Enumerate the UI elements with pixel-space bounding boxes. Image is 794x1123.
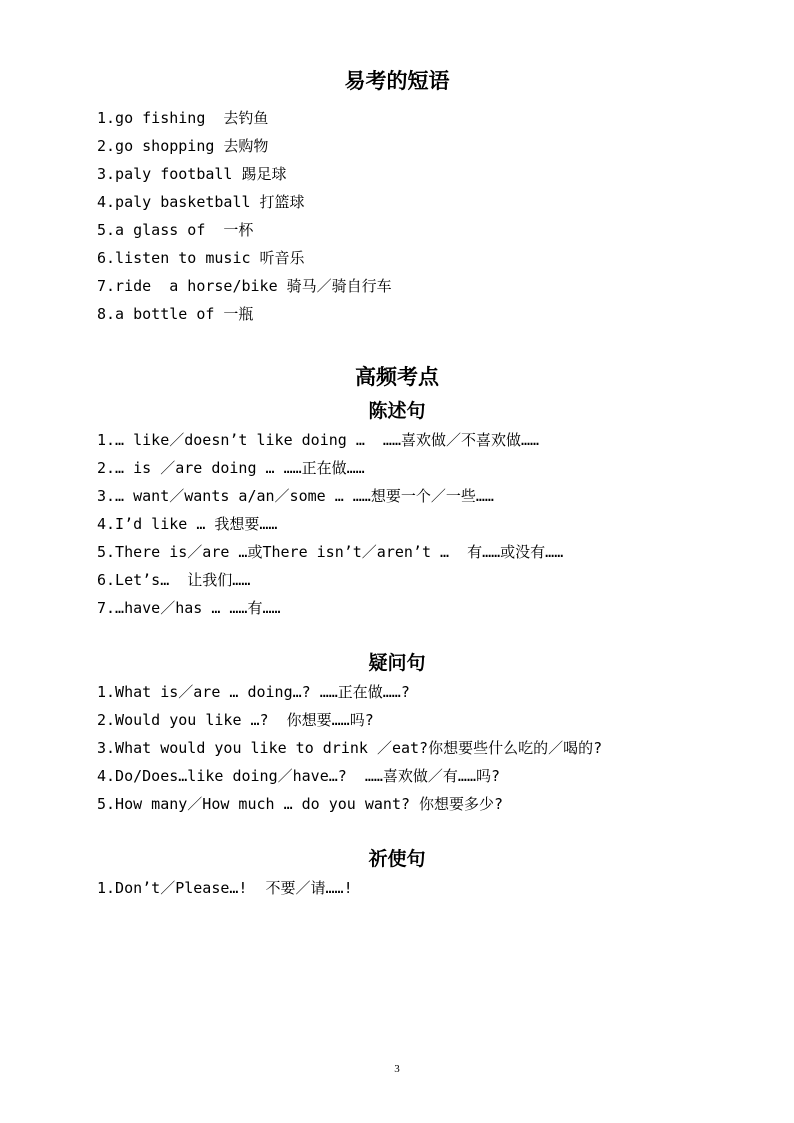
imperative-item: 1.Don’t／Please…! 不要／请……! xyxy=(97,879,353,897)
phrase-item: 2.go shopping 去购物 xyxy=(97,137,269,155)
phrase-item: 7.ride a horse/bike 骑马／骑自行车 xyxy=(97,277,392,295)
statement-item: 1.… like／doesn’t like doing … ……喜欢做／不喜欢做…… xyxy=(97,431,540,449)
statement-item: 3.… want／wants a/an／some … ……想要一个／一些…… xyxy=(97,487,494,505)
phrase-item: 1.go fishing 去钓鱼 xyxy=(97,109,269,127)
phrase-item: 6.listen to music 听音乐 xyxy=(97,249,305,267)
section-title-statements: 陈述句 xyxy=(368,400,426,422)
statement-item: 4.I’d like … 我想要…… xyxy=(97,515,278,533)
question-item: 2.Would you like …? 你想要……吗? xyxy=(97,711,374,729)
statement-item: 7.…have／has … ……有…… xyxy=(97,599,281,617)
question-item: 5.How many／How much … do you want? 你想要多少? xyxy=(97,795,504,813)
phrase-item: 4.paly basketball 打篮球 xyxy=(97,193,305,211)
section-title-key-points: 高频考点 xyxy=(355,364,439,389)
page-number: 3 xyxy=(394,1063,400,1075)
statement-item: 5.There is／are …或There isn’t／aren’t … 有……或没有…… xyxy=(97,543,564,561)
question-item: 3.What would you like to drink ／eat?你想要些什么吃的／喝的? xyxy=(97,739,603,757)
question-item: 4.Do/Does…like doing／have…? ……喜欢做／有……吗? xyxy=(97,767,501,785)
statement-item: 6.Let’s… 让我们…… xyxy=(97,571,251,589)
phrase-item: 3.paly football 踢足球 xyxy=(97,165,287,183)
statement-item: 2.… is ／are doing … ……正在做…… xyxy=(97,459,365,477)
section-title-imperatives: 祈使句 xyxy=(368,848,426,870)
phrase-item: 5.a glass of 一杯 xyxy=(97,221,254,239)
phrase-item: 8.a bottle of 一瓶 xyxy=(97,305,254,323)
question-item: 1.What is／are … doing…? ……正在做……? xyxy=(97,683,410,701)
section-title-phrases: 易考的短语 xyxy=(344,68,450,93)
section-title-questions: 疑问句 xyxy=(368,652,426,674)
